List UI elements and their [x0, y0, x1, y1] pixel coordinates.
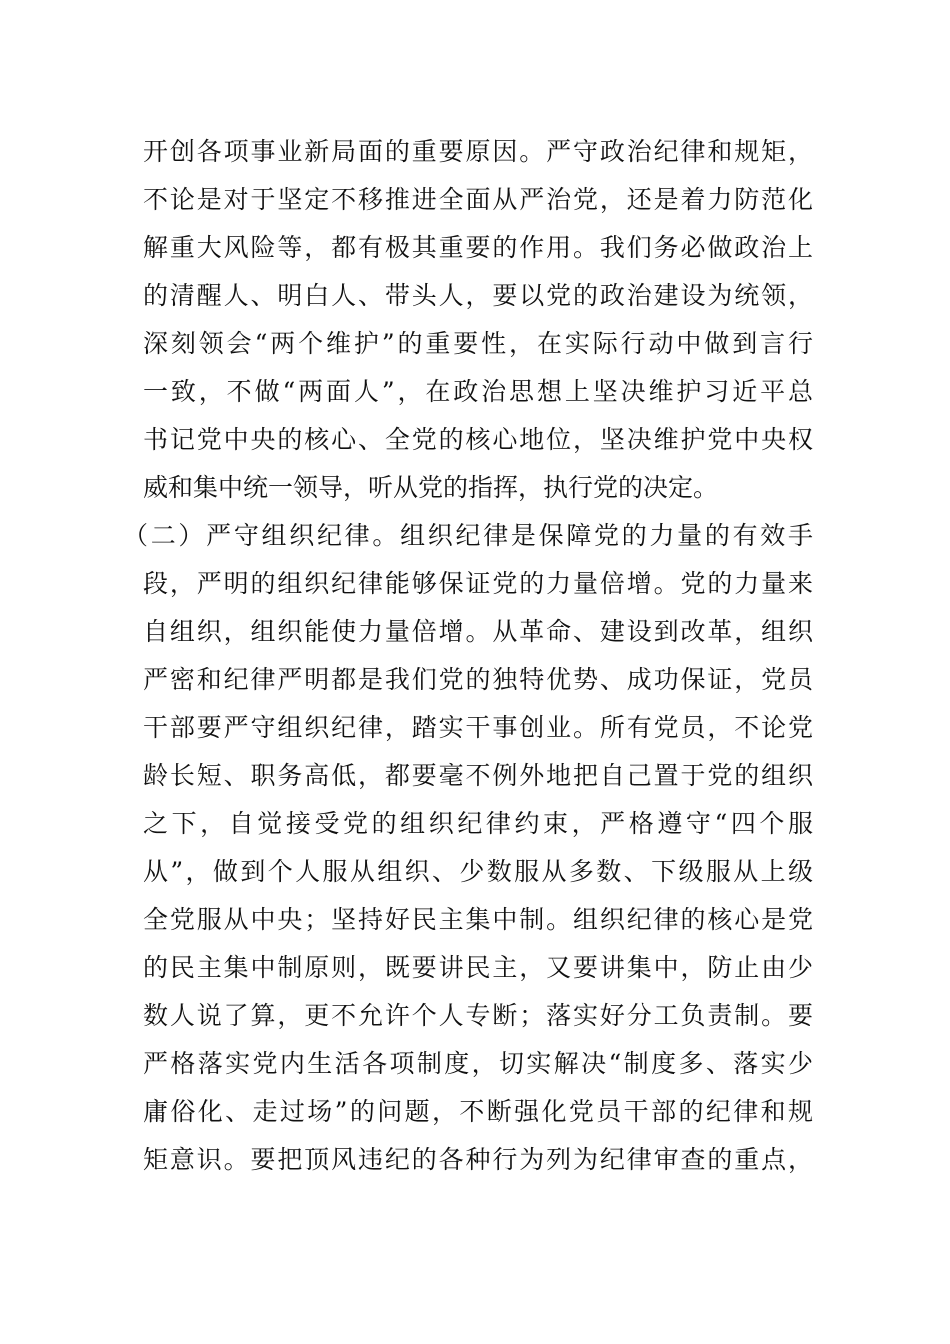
- text-line: 的清醒人、明白人、带头人，要以党的政治建设为统领，: [143, 281, 813, 310]
- text-line: 开创各项事业新局面的重要原因。严守政治纪律和规矩，: [143, 137, 813, 166]
- text-line: 段，严明的组织纪律能够保证党的力量倍增。党的力量来: [143, 569, 813, 598]
- text-line: 书记党中央的核心、全党的核心地位，坚决维护党中央权: [143, 425, 813, 454]
- text-line: 深刻领会“两个维护”的重要性，在实际行动中做到言行: [143, 329, 813, 358]
- text-line: 严格落实党内生活各项制度，切实解决“制度多、落实少: [143, 1049, 813, 1078]
- text-line: 数人说了算，更不允许个人专断；落实好分工负责制。要: [143, 1001, 813, 1030]
- body-text: [123, 128, 813, 1184]
- text-line: 严密和纪律严明都是我们党的独特优势、成功保证，党员: [143, 665, 813, 694]
- text-line: 龄长短、职务高低，都要毫不例外地把自己置于党的组织: [143, 761, 813, 790]
- text-line: 全党服从中央；坚持好民主集中制。组织纪律的核心是党: [143, 905, 813, 934]
- paragraph-end-line: 威和集中统一领导，听从党的指挥，执行党的决定。: [143, 473, 719, 502]
- text-line: 的民主集中制原则，既要讲民主，又要讲集中，防止由少: [143, 953, 813, 982]
- text-line: 矩意识。要把顶风违纪的各种行为列为纪律审查的重点，: [143, 1145, 813, 1174]
- text-line: 庸俗化、走过场”的问题，不断强化党员干部的纪律和规: [143, 1097, 813, 1126]
- text-line: 一致，不做“两面人”，在政治思想上坚决维护习近平总: [143, 377, 813, 406]
- section-heading-line: （二）严守组织纪律。组织纪律是保障党的力量的有效手: [123, 521, 813, 550]
- text-line: 解重大风险等，都有极其重要的作用。我们务必做政治上: [143, 233, 813, 262]
- text-line: 从”，做到个人服从组织、少数服从多数、下级服从上级: [143, 857, 813, 886]
- text-line: 自组织，组织能使力量倍增。从革命、建设到改革，组织: [143, 617, 813, 646]
- text-line: 干部要严守组织纪律，踏实干事创业。所有党员，不论党: [143, 713, 813, 742]
- text-line: 之下，自觉接受党的组织纪律约束，严格遵守“四个服: [143, 809, 813, 838]
- text-line: 不论是对于坚定不移推进全面从严治党，还是着力防范化: [143, 185, 813, 214]
